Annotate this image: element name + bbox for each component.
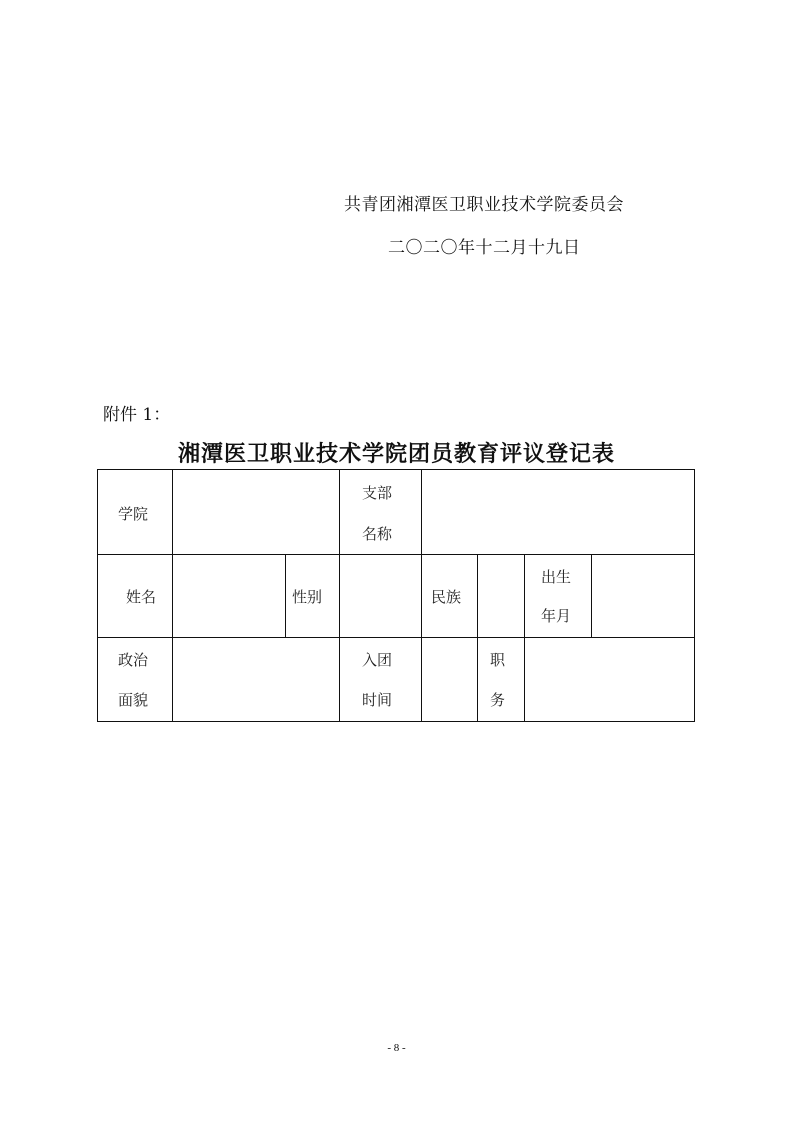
column-divider [172,554,173,637]
position-label-line2: 务 [490,691,506,709]
name-label: 姓名 [126,588,157,606]
column-divider [477,637,478,721]
signature-organization: 共青团湘潭医卫职业技术学院委员会 [344,195,624,215]
join-label-line1: 入团 [362,651,393,669]
page-number: - 8 - [387,1042,406,1054]
political-label-line1: 政治 [118,651,149,669]
branch-label-line2: 名称 [362,525,393,543]
column-divider [477,554,478,637]
column-divider [421,470,422,554]
column-divider [524,554,525,637]
join-label-line2: 时间 [362,691,393,709]
attachment-label: 附件 1： [103,405,171,425]
column-divider [285,554,286,637]
column-divider [172,470,173,554]
signature-date: 二〇二〇年十二月十九日 [388,238,581,258]
column-divider [421,554,422,637]
column-divider [591,554,592,637]
gender-label: 性别 [292,588,323,606]
form-title: 湘潭医卫职业技术学院团员教育评议登记表 [177,441,615,467]
registration-form-table [97,469,695,722]
column-divider [524,637,525,721]
birth-label-line1: 出生 [541,568,572,586]
political-label-line2: 面貌 [118,691,149,709]
row-divider [98,637,694,638]
column-divider [339,470,340,554]
row-divider [98,554,694,555]
column-divider [339,637,340,721]
college-label: 学院 [118,505,149,523]
position-label-line1: 职 [490,651,506,669]
birth-label-line2: 年月 [541,607,572,625]
branch-label-line1: 支部 [362,484,393,502]
ethnicity-label: 民族 [431,588,462,606]
column-divider [172,637,173,721]
column-divider [339,554,340,637]
column-divider [421,637,422,721]
